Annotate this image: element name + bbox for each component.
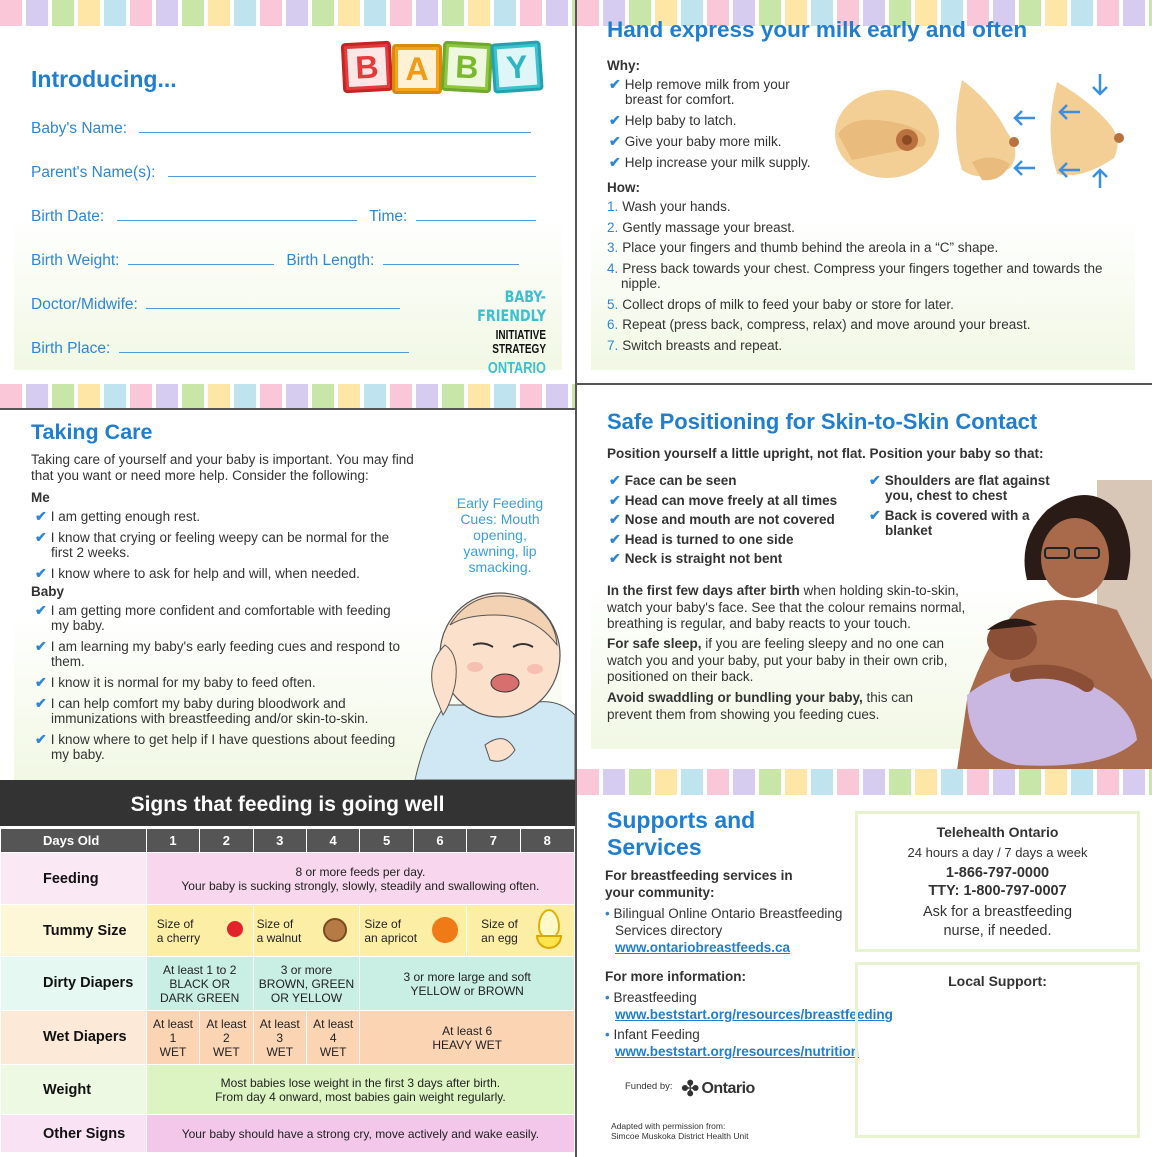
- decorative-stripe: [0, 384, 576, 410]
- local-support-title: Local Support:: [948, 973, 1047, 989]
- birth-length-label: Birth Length:: [286, 252, 375, 269]
- taking-care-title: Taking Care: [31, 420, 153, 444]
- hand-express-panel: [577, 0, 1152, 383]
- list-item: 3. Place your fingers and thumb behind the areola in a “C” shape.: [607, 240, 999, 255]
- check-icon: ✔: [35, 695, 47, 711]
- dirty-a-cell: At least 1 to 2 BLACK OR DARK GREEN: [146, 957, 253, 1011]
- baby-name-label: Baby's Name:: [31, 120, 127, 137]
- me-label: Me: [31, 490, 50, 505]
- parents-label: Parent's Name(s):: [31, 164, 156, 181]
- intro-panel: [0, 0, 576, 410]
- day-cell: 4: [306, 829, 359, 853]
- list-item: 4. Press back towards your chest. Compress your fingers together and towards the nipple.: [607, 260, 1103, 291]
- list-item: ✔ Face can be seen: [609, 472, 737, 488]
- telehealth-ask: Ask for a breastfeeding nurse, if needed.: [922, 904, 1073, 939]
- day-cell: 2: [200, 829, 253, 853]
- check-icon: ✔: [609, 133, 621, 149]
- list-item: ✔ I know where to ask for help and will, when needed.: [35, 565, 360, 581]
- skin-left-list: [607, 473, 862, 571]
- table-row: [1, 905, 575, 957]
- telehealth-phone[interactable]: 1-866-797-0000: [945, 865, 1050, 881]
- birth-place-line[interactable]: [119, 339, 409, 353]
- check-icon: ✔: [35, 731, 47, 747]
- wet-cell: At least 2 WET: [200, 1011, 253, 1065]
- wet-cell: At least 3 WET: [253, 1011, 306, 1065]
- list-item: ✔ I am getting more confident and comfortable with feeding my baby.: [35, 602, 391, 633]
- tummy-apricot-cell: Size of an apricot: [360, 905, 467, 957]
- table-row: [1, 957, 575, 1011]
- list-item: ✔ I am learning my baby's early feeding cues and respond to them.: [35, 638, 401, 669]
- baby-illustration: [405, 585, 575, 780]
- dirty-b-cell: 3 or more BROWN, GREEN OR YELLOW: [253, 957, 360, 1011]
- other-cell: Your baby should have a strong cry, move actively and wake easily.: [146, 1115, 574, 1153]
- weight-label: Weight: [1, 1065, 147, 1115]
- hand-express-title: Hand express your milk early and often: [607, 17, 1028, 42]
- skin-subtitle: Position yourself a little upright, not flat. Position your baby so that:: [607, 446, 1044, 461]
- telehealth-title: Telehealth Ontario: [936, 824, 1059, 840]
- nutrition-link[interactable]: www.beststart.org/resources/nutrition: [615, 1044, 860, 1059]
- more-info-heading: For more information:: [605, 969, 746, 984]
- baby-blocks-logo: [340, 40, 550, 98]
- feeding-label: Feeding: [1, 853, 147, 905]
- baby-block-a: A: [392, 44, 442, 94]
- bilingual-item: • Bilingual Online Ontario Breastfeeding Services directory www.ontariobreastfeeds.ca: [605, 906, 843, 955]
- wet-last-cell: At least 6 HEAVY WET: [360, 1011, 575, 1065]
- parents-line[interactable]: [168, 163, 536, 177]
- bfi-line3: ONTARIO: [487, 360, 546, 377]
- check-icon: ✔: [35, 602, 47, 618]
- day-cell: 3: [253, 829, 306, 853]
- birth-weight-line[interactable]: [128, 251, 274, 265]
- intro-title: Introducing...: [31, 66, 177, 92]
- wet-cell: At least 4 WET: [306, 1011, 359, 1065]
- baby-list: [33, 603, 403, 768]
- check-icon: ✔: [869, 507, 881, 523]
- taking-care-intro: Taking care of yourself and your baby is important. You may find that you want or need more help. Consider the following:: [31, 452, 414, 483]
- taking-care-panel: [0, 410, 575, 780]
- list-item: ✔ Head can move freely at all times: [609, 491, 838, 508]
- egg-cup-icon: [536, 935, 562, 949]
- skin-to-skin-panel: [577, 385, 1152, 795]
- check-icon: ✔: [609, 511, 621, 528]
- walnut-icon: [323, 918, 347, 942]
- check-icon: ✔: [609, 112, 621, 128]
- time-line[interactable]: [416, 207, 536, 221]
- check-icon: ✔: [35, 565, 47, 581]
- baby-block-b: B: [341, 41, 394, 94]
- check-icon: ✔: [609, 472, 621, 488]
- baby-label: Baby: [31, 584, 65, 599]
- skin-paragraph-2: For safe sleep, if you are feeling sleepy and no one can watch you and your baby, put your baby in their own crib, positioned on their back.: [607, 636, 948, 684]
- local-support-box: [855, 962, 1140, 1138]
- community-heading: For breastfeeding services in your community:: [605, 868, 793, 900]
- cherry-icon: [227, 921, 243, 937]
- table-row: [1, 1065, 575, 1115]
- decorative-stripe: [0, 0, 576, 26]
- check-icon: ✔: [609, 491, 621, 508]
- bfi-line2: INITIATIVE STRATEGY: [492, 328, 546, 356]
- birth-weight-row: [31, 251, 551, 270]
- list-item: ✔ Nose and mouth are not covered: [609, 511, 835, 528]
- list-item: ✔ Help remove milk from your breast for comfort.: [609, 76, 790, 107]
- adapted-note: Adapted with permission from: Simcoe Muskoka District Health Unit: [611, 1121, 749, 1141]
- doctor-label: Doctor/Midwife:: [31, 296, 138, 313]
- breastfeeding-item: • Breastfeeding www.beststart.org/resources/breastfeeding: [605, 990, 893, 1022]
- table-row: [1, 853, 575, 905]
- check-icon: ✔: [35, 529, 47, 545]
- day-cell: 5: [360, 829, 413, 853]
- day-cell: 1: [146, 829, 199, 853]
- list-item: ✔ Back is covered with a blanket: [869, 507, 1030, 538]
- how-list: [607, 199, 1107, 358]
- check-icon: ✔: [35, 674, 47, 690]
- list-item: ✔ Help increase your milk supply.: [609, 154, 811, 170]
- skin-paragraph-3: Avoid swaddling or bundling your baby, this can prevent them from showing you feeding cues.: [607, 690, 914, 722]
- tummy-label: Tummy Size: [1, 905, 147, 957]
- parents-row: [31, 163, 551, 182]
- time-label: Time:: [369, 208, 408, 225]
- telehealth-hours: 24 hours a day / 7 days a week: [907, 845, 1088, 860]
- tummy-cherry-cell: Size of a cherry: [146, 905, 253, 957]
- birth-place-label: Birth Place:: [31, 340, 111, 357]
- birth-date-row: [31, 207, 551, 226]
- birth-place-row: [31, 339, 431, 358]
- supports-title: Supports and Services: [607, 807, 756, 860]
- hand-express-illustration: [832, 72, 1132, 190]
- list-item: 1. Wash your hands.: [607, 199, 731, 214]
- bfi-logo: [432, 287, 546, 378]
- check-icon: ✔: [609, 76, 621, 92]
- breastfeeding-link[interactable]: www.beststart.org/resources/breastfeeding: [615, 1007, 893, 1022]
- day-cell: 8: [520, 829, 574, 853]
- check-icon: ✔: [609, 550, 621, 567]
- table-row: [1, 1115, 575, 1153]
- how-label: How:: [607, 180, 640, 195]
- baby-block-y: Y: [490, 40, 543, 93]
- feeding-cell: 8 or more feeds per day. Your baby is sucking strongly, slowly, steadily and swallowing often.: [146, 853, 574, 905]
- table-row: [1, 1011, 575, 1065]
- supports-panel: [577, 795, 1152, 1157]
- list-item: ✔ I know that crying or feeling weepy can be normal for the first 2 weeks.: [35, 529, 390, 560]
- check-icon: ✔: [35, 508, 47, 524]
- bfi-line1: BABY-FRIENDLY: [477, 287, 546, 325]
- dirty-label: Dirty Diapers: [1, 957, 147, 1011]
- birth-date-line[interactable]: [117, 207, 357, 221]
- doctor-row: [31, 295, 431, 314]
- weight-cell: Most babies lose weight in the first 3 days after birth. From day 4 onward, most babies gain weight regularly.: [146, 1065, 574, 1115]
- check-icon: ✔: [609, 530, 621, 547]
- skin-paragraph-1: In the first few days after birth when holding skin-to-skin, watch your baby's face. See that the colour remains normal, breathing is regular, and baby reacts to your touch.: [607, 583, 966, 631]
- funded-by: Funded by:: [625, 1081, 673, 1092]
- doctor-line[interactable]: [146, 295, 400, 309]
- tummy-walnut-cell: Size of a walnut: [253, 905, 360, 957]
- list-item: ✔ I know it is normal for my baby to feed often.: [35, 674, 316, 690]
- list-item: ✔ Head is turned to one side: [609, 530, 794, 547]
- list-item: 5. Collect drops of milk to feed your baby or store for later.: [607, 296, 954, 312]
- signs-table: [0, 828, 575, 1153]
- infant-feeding-item: • Infant Feeding www.beststart.org/resources/nutrition: [605, 1027, 860, 1059]
- telehealth-box: [855, 811, 1140, 952]
- birth-weight-label: Birth Weight:: [31, 252, 120, 269]
- list-item: 6. Repeat (press back, compress, relax) and move around your breast.: [607, 317, 1031, 332]
- check-icon: ✔: [35, 638, 47, 654]
- check-icon: ✔: [609, 154, 621, 170]
- why-label: Why:: [607, 58, 640, 73]
- wet-cell: At least 1 WET: [146, 1011, 199, 1065]
- why-list: [607, 77, 822, 176]
- list-item: 2. Gently massage your breast.: [607, 219, 795, 235]
- feeding-cues-caption: Early Feeding Cues: Mouth opening, yawning, lip smacking.: [456, 495, 544, 575]
- day-cell: 6: [413, 829, 466, 853]
- signs-panel: [0, 780, 575, 1157]
- list-item: ✔ Help baby to latch.: [609, 112, 737, 128]
- list-item: ✔ I can help comfort my baby during bloodwork and immunizations with breastfeeding and/or skin-to-skin.: [35, 695, 369, 726]
- other-label: Other Signs: [1, 1115, 147, 1153]
- tummy-egg-cell: Size of an egg: [467, 905, 575, 957]
- ontario-logo: ✤ Ontario: [681, 1076, 755, 1101]
- list-item: ✔ Shoulders are flat against you, chest to chest: [869, 472, 1050, 503]
- decorative-stripe: [577, 769, 1152, 795]
- days-old-label: Days Old: [1, 829, 147, 853]
- ontariobreastfeeds-link[interactable]: www.ontariobreastfeeds.ca: [615, 940, 791, 955]
- birth-length-line[interactable]: [383, 251, 519, 265]
- baby-name-row: [31, 119, 546, 138]
- baby-name-line[interactable]: [139, 119, 531, 133]
- day-cell: 7: [467, 829, 520, 853]
- list-item: ✔ I know where to get help if I have questions about feeding my baby.: [35, 731, 396, 762]
- birth-date-label: Birth Date:: [31, 208, 105, 225]
- signs-title: Signs that feeding is going well: [0, 780, 575, 826]
- dirty-c-cell: 3 or more large and soft YELLOW or BROWN: [360, 957, 575, 1011]
- trillium-icon: ✤: [681, 1076, 700, 1101]
- days-header-row: [1, 829, 575, 853]
- skin-title: Safe Positioning for Skin-to-Skin Contact: [607, 409, 1038, 434]
- list-item: 7. Switch breasts and repeat.: [607, 337, 783, 353]
- me-list: [33, 509, 413, 587]
- telehealth-tty[interactable]: TTY: 1-800-797-0007: [928, 883, 1067, 899]
- wet-label: Wet Diapers: [1, 1011, 147, 1065]
- list-item: ✔ Neck is straight not bent: [609, 550, 783, 567]
- list-item: ✔ Give your baby more milk.: [609, 133, 782, 149]
- list-item: ✔ I am getting enough rest.: [35, 508, 201, 524]
- check-icon: ✔: [869, 472, 881, 488]
- apricot-icon: [432, 917, 458, 943]
- baby-block-b2: B: [441, 41, 494, 94]
